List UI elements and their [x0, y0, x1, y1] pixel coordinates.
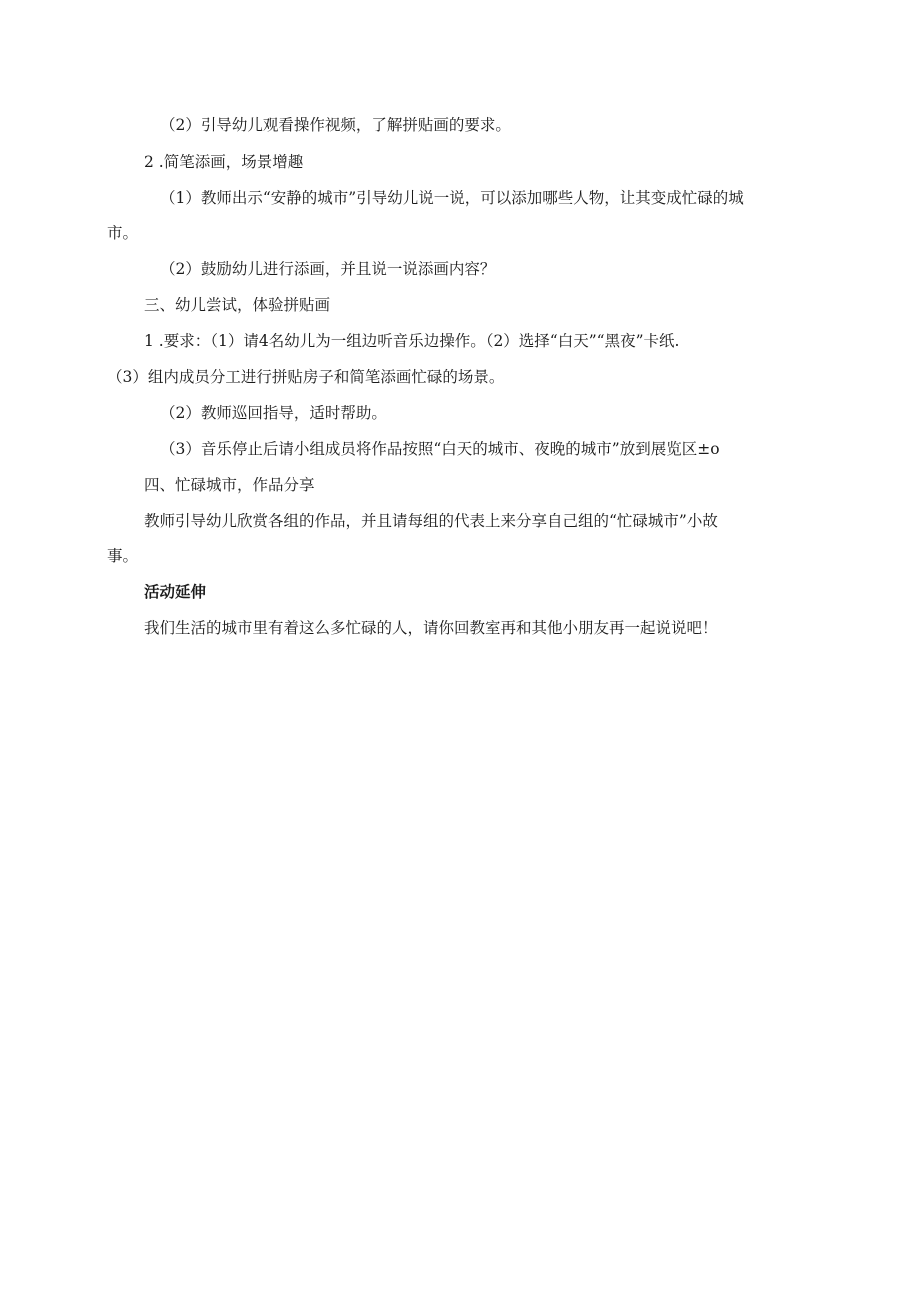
activity-extension-text: 我们生活的城市里有着这么多忙碌的人，请你回教室再和其他小朋友再一起说说吧！ — [144, 619, 718, 637]
step-3-music-stop: （3）音乐停止后请小组成员将作品按照“白天的城市、夜晚的城市”放到展览区±o — [160, 440, 720, 458]
sharing-continuation: 事。 — [107, 547, 139, 565]
step-2-watch-video: （2）引导幼儿观看操作视频，了解拼贴画的要求。 — [160, 116, 511, 134]
step-1-show-city: （1）教师出示“安静的城市”引导幼儿说一说，可以添加哪些人物，让其变成忙碌的城 — [160, 189, 744, 207]
step-2-encourage-drawing: （2）鼓励幼儿进行添画，并且说一说添画内容？ — [160, 260, 496, 278]
part-3-heading: 三、幼儿尝试，体验拼贴画 — [144, 296, 331, 314]
requirements-line: 1 .要求：（1）请4名幼儿为一组边听音乐边操作。（2）选择“白天”“黑夜”卡纸. — [144, 332, 680, 350]
sharing-paragraph: 教师引导幼儿欣赏各组的作品，并且请每组的代表上来分享自己组的“忙碌城市”小故 — [144, 512, 718, 530]
step-2-teacher-guidance: （2）教师巡回指导，适时帮助。 — [160, 404, 387, 422]
requirements-continuation: （3）组内成员分工进行拼贴房子和简笔添画忙碌的场景。 — [107, 368, 505, 386]
step-1-continuation: 市。 — [107, 224, 139, 242]
part-4-heading: 四、忙碌城市，作品分享 — [144, 476, 315, 494]
activity-extension-heading: 活动延伸 — [144, 583, 207, 601]
section-2-heading: 2 .简笔添画，场景增趣 — [144, 153, 304, 171]
